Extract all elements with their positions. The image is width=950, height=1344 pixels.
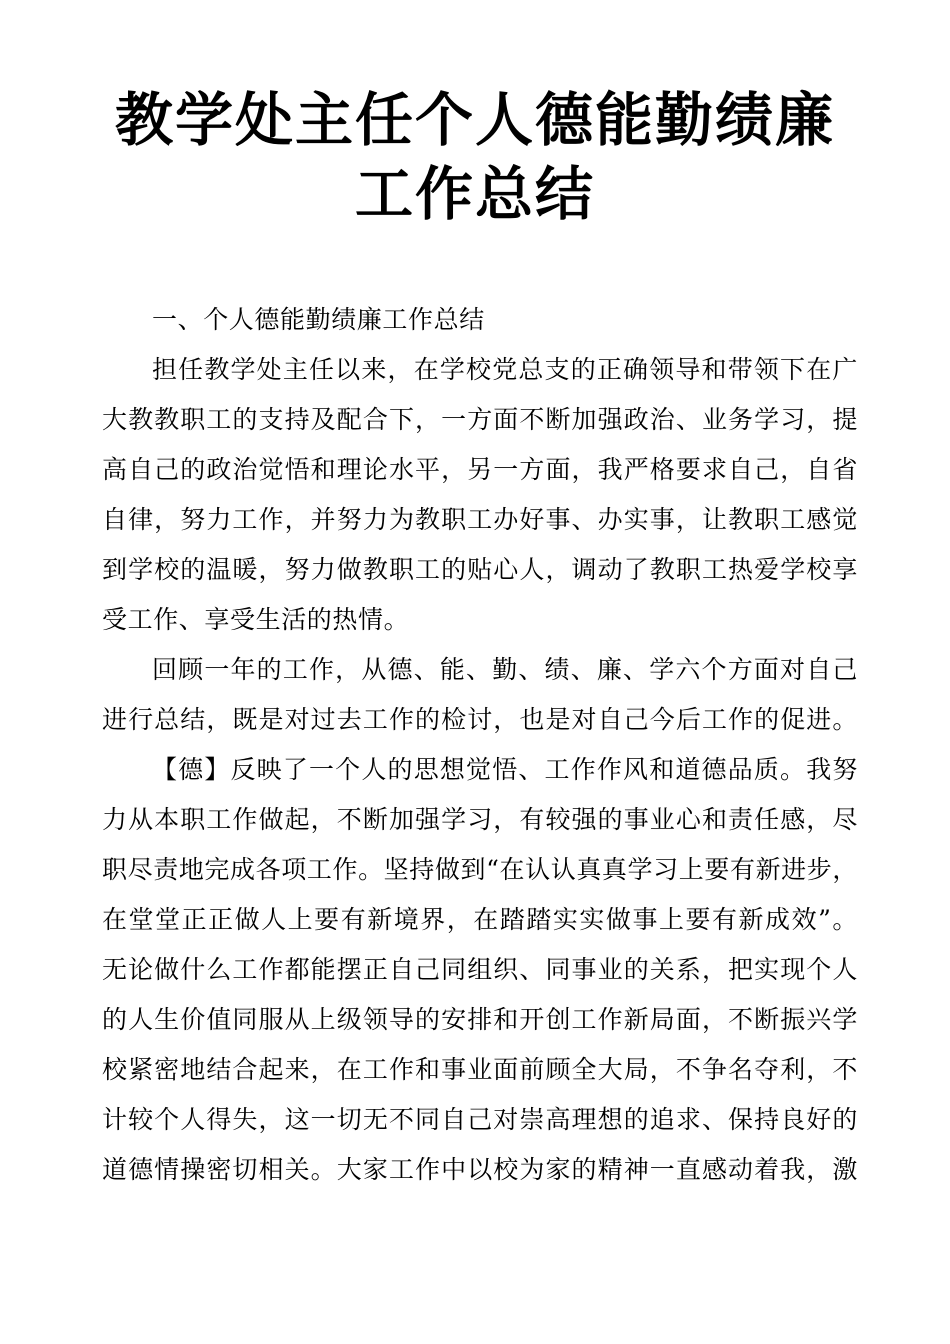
paragraph-line: 回顾一年的工作，从德、能、勤、绩、廉、学六个方面对自己 <box>152 655 858 684</box>
paragraph-line: 无论做什么工作都能摆正自己同组织、同事业的关系，把实现个人 <box>102 955 858 984</box>
paragraph-line: 的人生价值同服从上级领导的安排和开创工作新局面，不断振兴学 <box>102 1005 858 1034</box>
paragraph-line: 【德】反映了一个人的思想觉悟、工作作风和道德品质。我努 <box>152 755 858 784</box>
paragraph-line: 担任教学处主任以来，在学校党总支的正确领导和带领下在广 <box>152 355 858 384</box>
paragraph-line: 道德情操密切相关。大家工作中以校为家的精神一直感动着我，激 <box>102 1155 858 1184</box>
paragraph-line: 职尽责地完成各项工作。坚持做到“在认认真真学习上要有新进步， <box>102 855 858 884</box>
paragraph-line: 大教教职工的支持及配合下，一方面不断加强政治、业务学习，提 <box>102 405 858 434</box>
document-title-line-1: 教学处主任个人德能勤绩廉 <box>114 86 835 154</box>
document-title-line-2: 工作总结 <box>354 160 595 228</box>
paragraph-line: 受工作、享受生活的热情。 <box>102 605 410 634</box>
paragraph-line: 进行总结，既是对过去工作的检讨，也是对自己今后工作的促进。 <box>102 705 858 734</box>
paragraph-line: 校紧密地结合起来，在工作和事业面前顾全大局，不争名夺利，不 <box>102 1055 858 1084</box>
paragraph-line: 计较个人得失，这一切无不同自己对崇高理想的追求、保持良好的 <box>102 1105 858 1134</box>
paragraph-line: 力从本职工作做起，不断加强学习，有较强的事业心和责任感，尽 <box>102 805 858 834</box>
paragraph-line: 到学校的温暖，努力做教职工的贴心人，调动了教职工热爱学校享 <box>102 555 858 584</box>
paragraph-line: 在堂堂正正做人上要有新境界，在踏踏实实做事上要有新成效”。 <box>102 905 858 934</box>
paragraph-line: 高自己的政治觉悟和理论水平，另一方面，我严格要求自己，自省 <box>102 455 858 484</box>
paragraph-line: 自律，努力工作，并努力为教职工办好事、办实事，让教职工感觉 <box>102 505 858 534</box>
section-heading: 一、个人德能勤绩廉工作总结 <box>152 305 485 334</box>
